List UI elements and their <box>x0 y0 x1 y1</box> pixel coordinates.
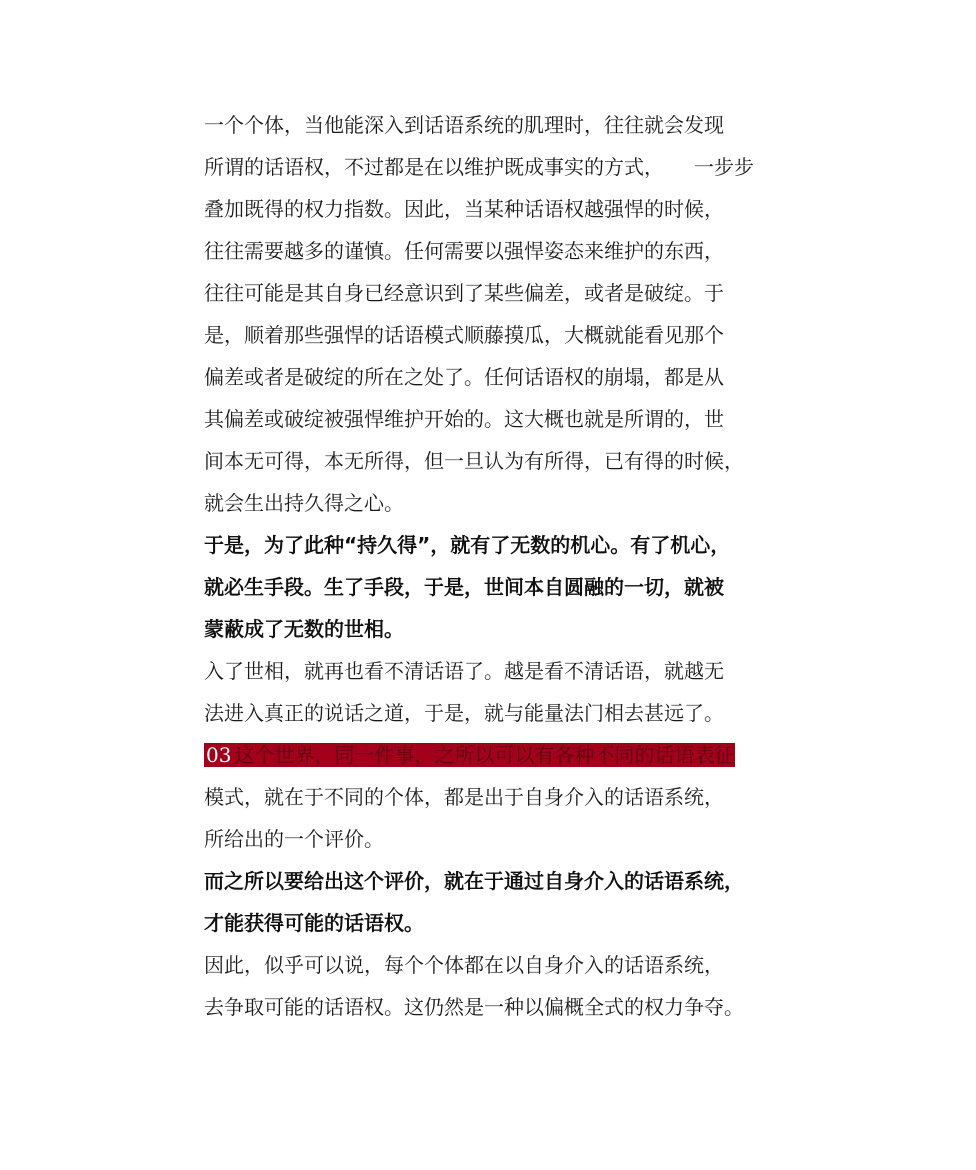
bold-text-line: 于是，为了此种“持久得”，就有了无数的机心。有了机心， <box>204 533 731 557</box>
text-line: 叠加既得的权力指数。因此，当某种话语权越强悍的时候， <box>204 197 724 221</box>
bold-text-line: 就必生手段。生了手段，于是，世间本自圆融的一切，就被 <box>204 575 724 599</box>
text-line: 因此，似乎可以说，每个个体都在以自身介入的话语系统， <box>204 953 724 977</box>
text-line: 往往需要越多的谨慎。任何需要以强悍姿态来维护的东西， <box>204 239 724 263</box>
text-line: 偏差或者是破绽的所在之处了。任何话语权的崩塌，都是从 <box>204 365 724 389</box>
text-line: 法进入真正的说话之道，于是，就与能量法门相去甚远了。 <box>204 701 724 725</box>
text-segment: 所谓的话语权，不过都是在以维护既成事实的方式， <box>204 155 664 179</box>
bold-text-line: 蒙蔽成了无数的世相。 <box>204 617 404 641</box>
text-line: 所给出的一个评价。 <box>204 827 384 851</box>
highlighted-line <box>204 734 794 776</box>
text-line: 一个个体，当他能深入到话语系统的肌理时，往往就会发现 <box>204 113 724 137</box>
text-line: 去争取可能的话语权。这仍然是一种以偏概全式的权力争夺。 <box>204 995 744 1019</box>
text-line: 模式，就在于不同的个体，都是出于自身介入的话语系统， <box>204 785 724 809</box>
text-line: 其偏差或破绽被强悍维护开始的。这大概也就是所谓的，世 <box>204 407 724 431</box>
text-line: 就会生出持久得之心。 <box>204 491 404 515</box>
text-line: 入了世相，就再也看不清话语了。越是看不清话语，就越无 <box>204 659 724 683</box>
text-line <box>204 146 794 188</box>
text-line: 往往可能是其自身已经意识到了某些偏差，或者是破绽。于 <box>204 281 724 305</box>
text-line: 是，顺着那些强悍的话语模式顺藤摸瓜，大概就能看见那个 <box>204 323 724 347</box>
bold-text-line: 而之所以要给出这个评价，就在于通过自身介入的话语系统， <box>204 869 744 893</box>
highlighted-text: 这个世界，同一件事，之所以可以有各种不同的话语表征 <box>234 743 735 767</box>
bold-text-line: 才能获得可能的话语权。 <box>204 911 424 935</box>
document-body <box>204 104 794 1028</box>
text-segment: 一步步 <box>694 155 754 179</box>
section-number: 03 <box>206 743 232 767</box>
text-line: 间本无可得，本无所得，但一旦认为有所得，已有得的时候， <box>204 449 744 473</box>
